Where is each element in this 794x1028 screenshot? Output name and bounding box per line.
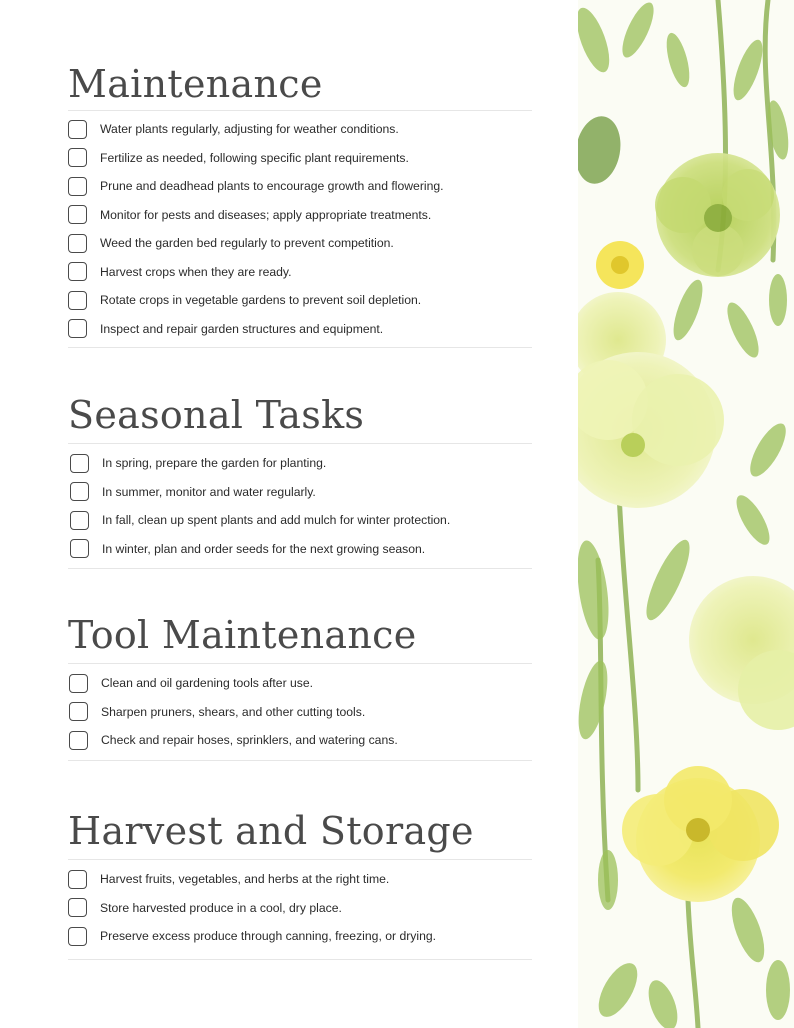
task-item: [68, 449, 532, 478]
task-label: Fertilize as needed, following specific plant requirements.: [100, 150, 409, 165]
task-label: Monitor for pests and diseases; apply appropriate treatments.: [100, 207, 432, 222]
task-label: Rotate crops in vegetable gardens to prevent soil depletion.: [100, 293, 422, 308]
task-checkbox[interactable]: [68, 234, 87, 253]
task-checkbox[interactable]: [70, 454, 89, 473]
task-label: Inspect and repair garden structures and equipment.: [100, 321, 384, 336]
task-checkbox[interactable]: [70, 511, 89, 530]
task-list: [68, 865, 532, 951]
task-list: [68, 115, 532, 343]
task-label: Check and repair hoses, sprinklers, and watering cans.: [101, 733, 398, 748]
task-item: [68, 922, 532, 951]
task-checkbox[interactable]: [68, 120, 87, 139]
section-divider: [68, 443, 532, 444]
pale-flowers: [578, 292, 794, 730]
section-divider: [68, 663, 532, 664]
section-title: Seasonal Tasks: [68, 393, 365, 437]
task-list: [68, 449, 532, 563]
task-label: Clean and oil gardening tools after use.: [101, 676, 314, 691]
task-checkbox[interactable]: [70, 482, 89, 501]
task-item: [68, 172, 532, 201]
section-divider: [68, 568, 532, 569]
section-maintenance: [68, 62, 532, 348]
section-divider: [68, 959, 532, 960]
task-checkbox[interactable]: [68, 870, 87, 889]
task-checkbox[interactable]: [69, 674, 88, 693]
floral-illustration: [578, 0, 794, 1028]
task-checkbox[interactable]: [68, 319, 87, 338]
section-harvest-and-storage: [68, 809, 532, 960]
task-item: [68, 478, 532, 507]
task-item: [68, 115, 532, 144]
task-label: In summer, monitor and water regularly.: [102, 484, 316, 499]
section-tool-maintenance: [68, 613, 532, 761]
task-label: Weed the garden bed regularly to prevent competition.: [100, 236, 394, 251]
section-title: Tool Maintenance: [68, 613, 417, 657]
task-checkbox[interactable]: [69, 702, 88, 721]
task-label: Store harvested produce in a cool, dry place.: [100, 900, 342, 915]
task-item: [68, 698, 532, 727]
task-item: [68, 144, 532, 173]
task-item: [68, 894, 532, 923]
task-checkbox[interactable]: [68, 205, 87, 224]
task-label: In spring, prepare the garden for planting.: [102, 456, 327, 471]
task-item: [68, 201, 532, 230]
task-item: [68, 315, 532, 344]
task-checkbox[interactable]: [68, 927, 87, 946]
section-divider: [68, 110, 532, 111]
task-label: Harvest fruits, vegetables, and herbs at the right time.: [100, 872, 390, 887]
watercolor-flowers-image: [578, 0, 794, 1028]
task-label: In winter, plan and order seeds for the next growing season.: [102, 541, 426, 556]
small-yellow-flower: [596, 241, 644, 289]
task-item: [68, 229, 532, 258]
task-label: Sharpen pruners, shears, and other cutting tools.: [101, 704, 366, 719]
task-item: [68, 286, 532, 315]
task-checkbox[interactable]: [68, 898, 87, 917]
green-flower: [655, 153, 780, 277]
task-label: Water plants regularly, adjusting for weather conditions.: [100, 122, 399, 137]
task-label: In fall, clean up spent plants and add mulch for winter protection.: [102, 513, 451, 528]
task-item: [68, 506, 532, 535]
task-item: [68, 669, 532, 698]
task-label: Prune and deadhead plants to encourage growth and flowering.: [100, 179, 444, 194]
task-checkbox[interactable]: [69, 731, 88, 750]
task-checkbox[interactable]: [68, 148, 87, 167]
task-checkbox[interactable]: [68, 262, 87, 281]
section-title: Maintenance: [68, 62, 323, 106]
task-list: [68, 669, 532, 755]
section-title: Harvest and Storage: [68, 809, 474, 853]
task-label: Preserve excess produce through canning, freezing, or drying.: [100, 929, 437, 944]
task-item: [68, 865, 532, 894]
yellow-flower: [622, 766, 779, 902]
task-item: [68, 258, 532, 287]
task-checkbox[interactable]: [68, 177, 87, 196]
section-divider: [68, 859, 532, 860]
task-label: Harvest crops when they are ready.: [100, 264, 292, 279]
task-checkbox[interactable]: [68, 291, 87, 310]
section-divider: [68, 347, 532, 348]
section-divider: [68, 760, 532, 761]
section-seasonal-tasks: [68, 393, 532, 569]
task-item: [68, 535, 532, 564]
task-item: [68, 726, 532, 755]
task-checkbox[interactable]: [70, 539, 89, 558]
